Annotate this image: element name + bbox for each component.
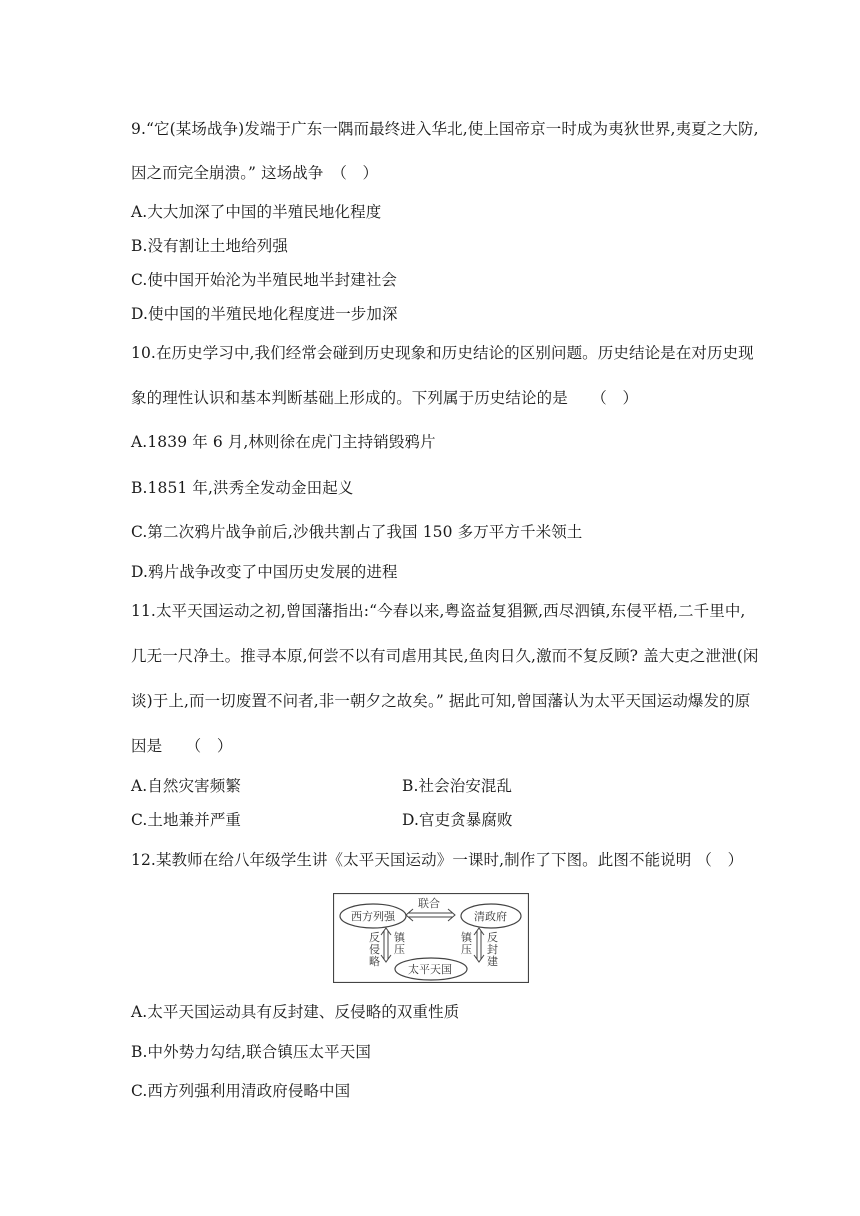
q12-stem-line1: 12.某教师在给八年级学生讲《太平天国运动》一课时,制作了下图。此图不能说明 （ ） [131, 851, 744, 869]
taiping-label: 太平天国 [408, 963, 452, 976]
union-label: 联合 [418, 897, 440, 910]
svg-text:侵: 侵 [369, 943, 380, 956]
q11-stem-line2: 几无一尺净土。推寻本原,何尝不以有司虐用其民,鱼肉日久,激而不复反顾? 盖大吏之泄泄(闲 [131, 647, 759, 665]
q10-option-c: C.第二次鸦片战争前后,沙俄共割占了我国 150 多万平方千米领土 [131, 523, 583, 541]
q11-option-a: A.自然灾害频繁 [131, 777, 241, 795]
western-powers-label: 西方列强 [351, 910, 395, 923]
svg-text:反: 反 [369, 931, 380, 944]
q11-option-b: B.社会治安混乱 [402, 777, 513, 795]
svg-text:压: 压 [394, 943, 405, 956]
svg-text:镇: 镇 [461, 931, 472, 944]
svg-text:镇: 镇 [394, 931, 405, 944]
svg-text:反: 反 [487, 931, 498, 944]
q10-option-d: D.鸦片战争改变了中国历史发展的进程 [131, 563, 398, 581]
q11-stem-line3: 谈)于上,而一切废置不问者,非一朝夕之故矣。” 据此可知,曾国藩认为太平天国运动爆发的原 [131, 692, 751, 710]
q9-stem-line1: 9.“它(某场战争)发端于广东一隅而最终进入华北,使上国帝京一时成为夷狄世界,夷夏之大防, [131, 120, 759, 138]
svg-text:封: 封 [487, 943, 498, 956]
q9-option-c: C.使中国开始沦为半殖民地半封建社会 [131, 271, 398, 289]
q9-stem-line2: 因之而完全崩溃。” 这场战争 （ ） [131, 164, 379, 182]
q9-option-a: A.大大加深了中国的半殖民地化程度 [131, 203, 382, 221]
q10-option-a: A.1839 年 6 月,林则徐在虎门主持销毁鸦片 [131, 433, 436, 451]
q9-option-d: D.使中国的半殖民地化程度进一步加深 [131, 305, 398, 323]
q12-option-a: A.太平天国运动具有反封建、反侵略的双重性质 [131, 1003, 460, 1021]
svg-text:建: 建 [487, 955, 498, 968]
svg-text:略: 略 [369, 955, 380, 968]
q9-option-b: B.没有割让土地给列强 [131, 237, 288, 255]
qing-government-label: 清政府 [474, 910, 507, 923]
q11-option-c: C.土地兼并严重 [131, 811, 242, 829]
q10-stem-line1: 10.在历史学习中,我们经常会碰到历史现象和历史结论的区别问题。历史结论是在对历史现 [131, 344, 754, 362]
svg-text:压: 压 [461, 943, 472, 956]
q10-stem-line2: 象的理性认识和基本判断基础上形成的。下列属于历史结论的是 （ ） [131, 389, 639, 407]
q10-option-b: B.1851 年,洪秀全发动金田起义 [131, 479, 354, 497]
q11-option-d: D.官吏贪暴腐败 [402, 811, 513, 829]
q12-option-c: C.西方列强利用清政府侵略中国 [131, 1082, 351, 1100]
relationship-diagram [333, 893, 529, 983]
q12-option-b: B.中外势力勾结,联合镇压太平天国 [131, 1043, 371, 1061]
q11-stem-line4: 因是 （ ） [131, 737, 233, 755]
q11-stem-line1: 11.太平天国运动之初,曾国藩指出:“今春以来,粤盗益复猖獗,西尽泗镇,东侵平梧,二千里中, [131, 602, 746, 620]
